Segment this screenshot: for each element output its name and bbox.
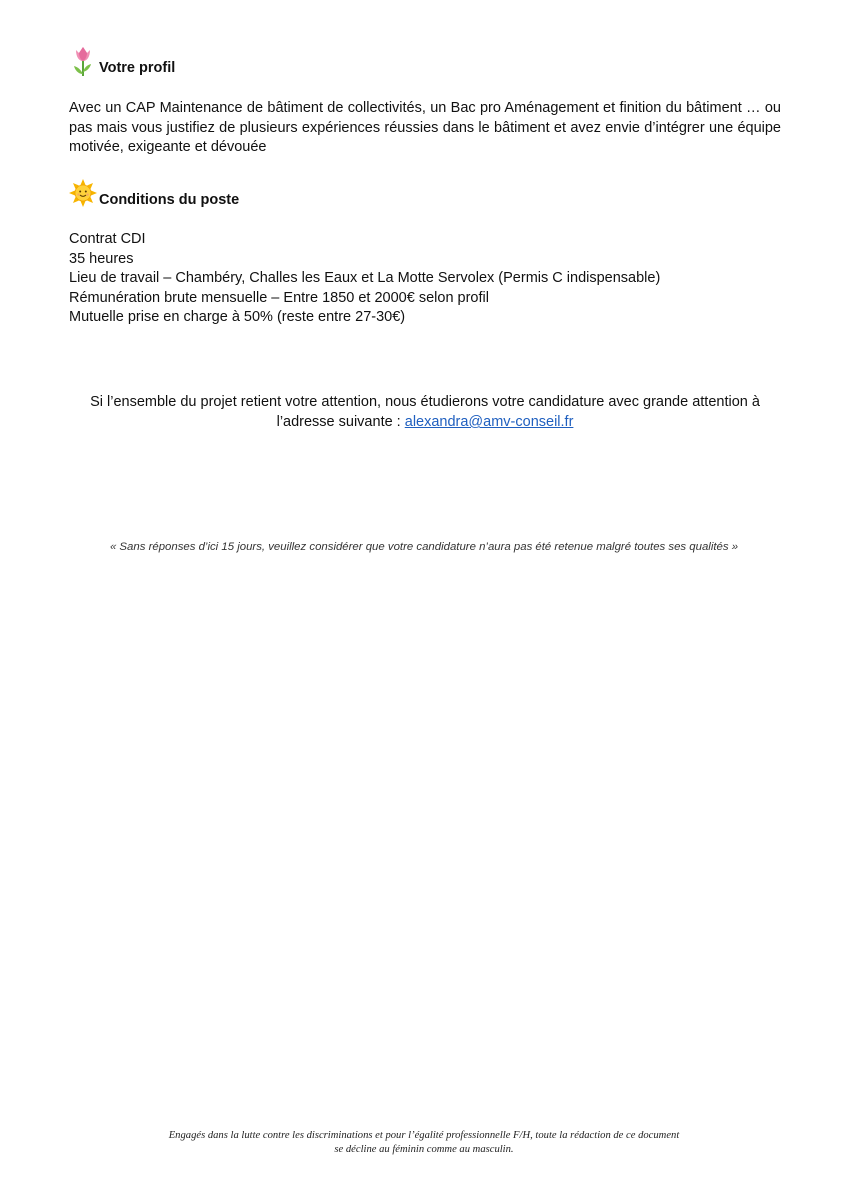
- profile-description: Avec un CAP Maintenance de bâtiment de collectivités, un Bac pro Aménagement et finition du bâtiment … ou pas mais vous justifiez de plusieurs expériences réussies dans le bâtiment et avez envie d’intégrer une équipe motivée, exigeante et dévouée: [69, 100, 781, 156]
- contact-paragraph: [69, 392, 781, 432]
- contact-line-2: [69, 412, 781, 432]
- profile-heading: [68, 44, 175, 78]
- contact-line-1: Si l’ensemble du projet retient votre attention, nous étudierons votre candidature avec grande attention à: [90, 394, 760, 410]
- profile-title: Votre profil: [99, 60, 176, 76]
- response-notice: « Sans réponses d’ici 15 jours, veuillez considérer que votre candidature n’aura pas été retenue malgré toutes ses qualités »: [109, 541, 739, 553]
- condition-hours: 35 heures: [69, 250, 134, 267]
- sun-icon: [68, 176, 98, 210]
- conditions-title: Conditions du poste: [99, 192, 240, 208]
- condition-location: Lieu de travail – Chambéry, Challes les Eaux et La Motte Servolex (Permis C indispensable): [69, 270, 661, 287]
- condition-salary: Rémunération brute mensuelle – Entre 1850 et 2000€ selon profil: [69, 289, 489, 306]
- contact-address-label: l’adresse suivante :: [276, 414, 405, 430]
- footer-line-1: Engagés dans la lutte contre les discriminations et pour l’égalité professionnelle F/H, toute la rédaction de ce document: [168, 1130, 680, 1141]
- conditions-heading: [68, 176, 239, 210]
- tulip-icon: [68, 44, 98, 78]
- footer-equality-note: [40, 1129, 808, 1157]
- footer-line-2: se décline au féminin comme au masculin.: [334, 1144, 514, 1155]
- contact-email-link[interactable]: alexandra@amv-conseil.fr: [404, 414, 574, 430]
- condition-contract: Contrat CDI: [69, 231, 146, 247]
- condition-mutual: Mutuelle prise en charge à 50% (reste entre 27-30€): [69, 309, 406, 326]
- conditions-list: [69, 230, 781, 328]
